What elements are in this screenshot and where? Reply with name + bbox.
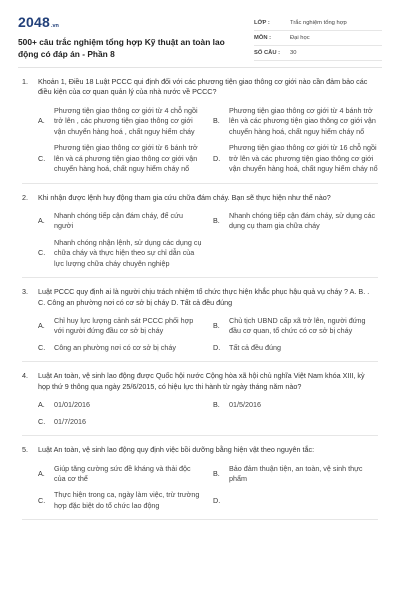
meta-label: MÔN : xyxy=(254,34,272,41)
question-text: Luật An toàn, vệ sinh lao động quy định việc bồi dưỡng bằng hiện vật theo nguyên tắc: xyxy=(38,445,315,455)
option-text: Nhanh chóng tiếp cận đám cháy, sử dụng các dụng cụ tham gia chữa cháy xyxy=(229,210,376,231)
option-letter: B. xyxy=(213,116,220,126)
option-letter: D. xyxy=(213,495,221,505)
option-letter: A. xyxy=(38,321,45,331)
option-text: Bảo đảm thuận tiện, an toàn, vệ sinh thực phẩm xyxy=(229,463,363,483)
answer-option-a[interactable] xyxy=(38,316,203,337)
question-number: 2. xyxy=(22,192,28,202)
question-item xyxy=(22,436,378,520)
meta-label: LỚP : xyxy=(254,19,270,26)
option-letter: D. xyxy=(213,342,221,352)
question-number: 1. xyxy=(22,77,28,86)
option-text: Phương tiện giao thông cơ giới từ 6 bánh trở lên và cá phương tiện giao thông cơ giới vận chuyển hàng hoá, chất nguy hiểm cháy nổ xyxy=(54,143,198,174)
option-text: Công an phường nơi có cơ sở bị cháy xyxy=(54,342,176,352)
answer-option-d[interactable] xyxy=(213,143,378,174)
option-text: Tất cả đều đúng xyxy=(229,342,281,352)
option-text: 01/7/2016 xyxy=(54,416,86,426)
option-text: Nhanh chóng tiếp cận đám cháy, để cứu người xyxy=(54,210,183,231)
option-text: Nhanh chóng nhận lệnh, sử dụng các dụng cụ chữa cháy và thực hiện theo sự chỉ dẫn của lực lượng chữa cháy chuyên nghiệp xyxy=(54,237,202,268)
meta-row-count xyxy=(254,46,382,61)
answer-options xyxy=(38,400,378,427)
option-text: Phương tiện giao thông cơ giới từ 16 chỗ ngồi trở lên và các phương tiện giao thông cơ giới vận chuyển hàng hoá, chất nguy hiểm cháy nổ xyxy=(229,143,378,174)
option-letter: A. xyxy=(38,400,45,410)
document-header xyxy=(18,12,382,68)
option-letter: B. xyxy=(213,400,220,410)
brand-block xyxy=(18,12,238,60)
meta-row-class xyxy=(254,16,382,31)
question-item xyxy=(22,278,378,362)
meta-value: Trắc nghiệm tổng hợp xyxy=(290,19,347,26)
answer-option-b[interactable] xyxy=(213,106,378,137)
answer-options xyxy=(38,211,378,269)
option-letter: B. xyxy=(213,216,220,226)
answer-option-a[interactable] xyxy=(38,400,203,410)
option-letter: B. xyxy=(213,468,220,478)
logo-text: 2048 xyxy=(18,14,50,30)
answer-option-b[interactable] xyxy=(213,464,378,485)
answer-option-c[interactable] xyxy=(38,490,203,511)
answer-options xyxy=(38,316,378,353)
answer-option-a[interactable] xyxy=(38,211,203,232)
option-letter: C. xyxy=(38,153,46,163)
answer-option-b[interactable] xyxy=(213,400,378,410)
question-number: 4. xyxy=(22,371,28,381)
option-text: Thực hiện trong ca, ngày làm việc, trừ trường hợp đặc biệt do tổ chức lao động xyxy=(54,490,200,510)
option-letter: A. xyxy=(38,116,45,126)
answer-option-d[interactable] xyxy=(213,343,378,353)
answer-option-c[interactable] xyxy=(38,238,203,269)
option-letter: C. xyxy=(38,248,46,258)
answer-options xyxy=(38,106,378,175)
question-text: Luật An toàn, vệ sinh lao động được Quốc hội nước Cộng hòa xã hội chủ nghĩa Việt Nam khóa XIII, kỳ họp thứ 9 thông qua ngày 25/6/2015, có hiệu lực thi hành từ ngày tháng năm nào? xyxy=(38,371,365,391)
meta-value: Đại học xyxy=(290,34,310,41)
answer-option-a[interactable] xyxy=(38,106,203,137)
option-text: Phương tiện giao thông cơ giới từ 4 chỗ ngồi trở lên , các phương tiện giao thông cơ giới vận chuyển hàng hoá , chất nguy hiểm cháy xyxy=(54,105,198,136)
answer-option-b[interactable] xyxy=(213,211,378,232)
answer-option-c[interactable] xyxy=(38,343,203,353)
option-text: Giúp tăng cường sức đề kháng và thải độc của cơ thể xyxy=(54,463,191,483)
option-letter: C. xyxy=(38,495,46,505)
question-number: 3. xyxy=(22,287,28,297)
meta-info xyxy=(254,16,382,61)
meta-row-subject xyxy=(254,31,382,46)
option-text: Phương tiện giao thông cơ giới từ 4 bánh trở lên và các phương tiện giao thông cơ giới vận chuyển hàng hoá, chất nguy hiểm cháy nổ xyxy=(229,105,376,136)
logo-domain: .vn xyxy=(50,23,59,29)
answer-options xyxy=(38,464,378,512)
option-letter: C. xyxy=(38,342,46,352)
question-item xyxy=(22,362,378,436)
option-text: Chủ tịch UBND cấp xã trở lên, người đứng đầu cơ quan, tổ chức có cơ sở bị cháy xyxy=(229,316,366,336)
question-text: Khoản 1, Điều 18 Luật PCCC qui định đối với các phương tiện giao thông cơ giới nào cần đảm bảo các điều kiện của cơ quan quản lý của nhà nước về PCCC? xyxy=(38,77,368,97)
answer-option-d[interactable] xyxy=(213,490,378,511)
option-letter: A. xyxy=(38,468,45,478)
site-logo[interactable] xyxy=(18,12,238,32)
question-item xyxy=(22,68,378,184)
question-item xyxy=(22,184,378,279)
option-letter: D. xyxy=(213,153,221,163)
answer-option-b[interactable] xyxy=(213,316,378,337)
meta-value: 30 xyxy=(290,49,297,56)
question-number: 5. xyxy=(22,445,28,455)
document-title: 500+ câu trắc nghiệm tổng hợp Kỹ thuật an toàn lao động có đáp án - Phần 8 xyxy=(18,37,225,59)
option-text: Chỉ huy lực lượng cảnh sát PCCC phối hợp với người đứng đầu cơ sở bị cháy xyxy=(54,316,194,336)
question-text: Luật PCCC quy định ai là người chịu trách nhiệm tổ chức thực hiện khắc phục hậu quả vụ cháy ? A. B. . C. Công an phường nơi có cơ sở bị cháy D. Tất cả đều đúng xyxy=(38,287,370,307)
answer-option-c[interactable] xyxy=(38,143,203,174)
question-list xyxy=(18,68,382,520)
answer-option-c[interactable] xyxy=(38,417,203,427)
meta-label: SỐ CÂU : xyxy=(254,49,281,56)
option-letter: A. xyxy=(38,216,45,226)
question-text: Khi nhận được lệnh huy động tham gia cứu chữa đám cháy. Bạn sẽ thực hiện như thế nào? xyxy=(38,192,331,202)
option-text: 01/01/2016 xyxy=(54,400,90,410)
option-letter: C. xyxy=(38,416,46,426)
option-text: 01/5/2016 xyxy=(229,400,261,410)
answer-option-a[interactable] xyxy=(38,464,203,485)
option-letter: B. xyxy=(213,321,220,331)
